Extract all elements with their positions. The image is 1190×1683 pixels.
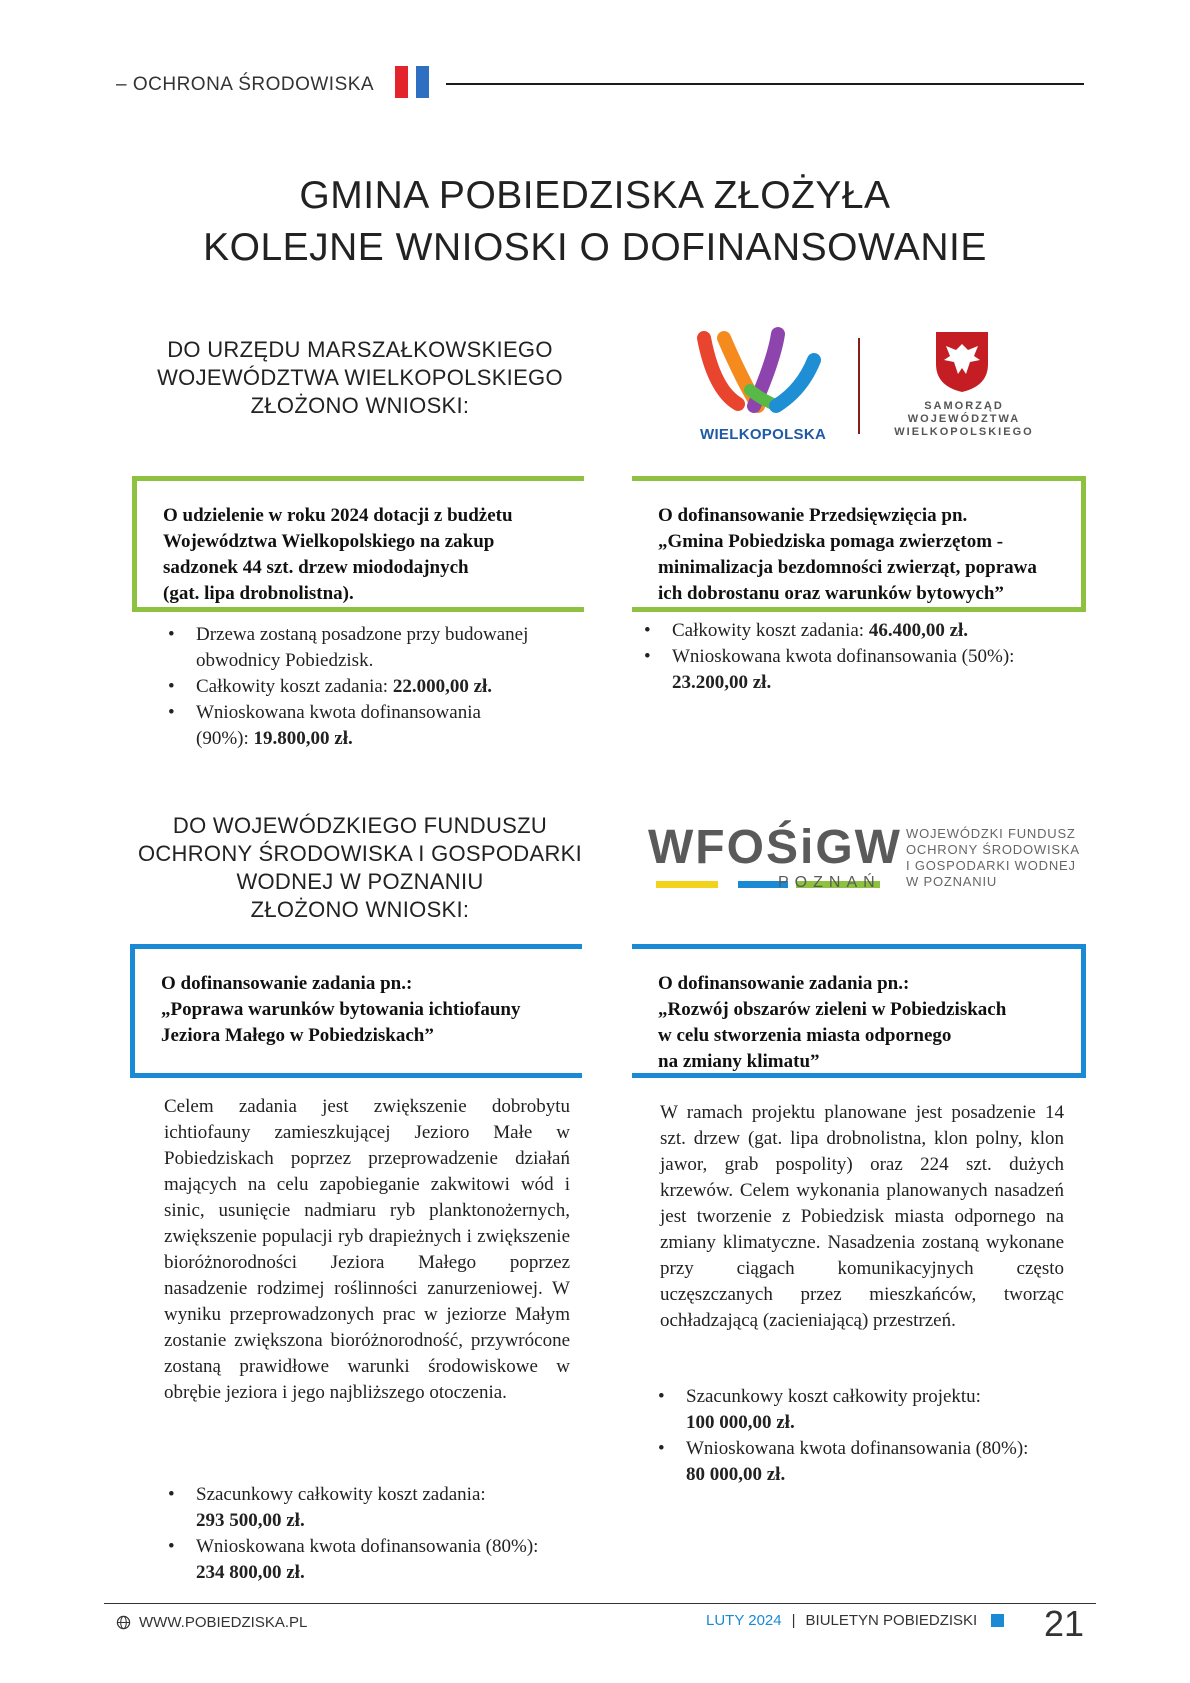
- wfosigw-logo: WFOŚiGW: [648, 821, 902, 874]
- wfosigw-description: [906, 826, 1080, 890]
- logo-divider: [858, 338, 860, 434]
- box-line: ich dobrostanu oraz warunków bytowych”: [658, 583, 1004, 604]
- list-item: [164, 622, 584, 674]
- heading-line: WOJEWÓDZTWA WIELKOPOLSKIEGO: [157, 365, 563, 390]
- heading-line: DO URZĘDU MARSZAŁKOWSKIEGO: [167, 337, 553, 362]
- heading-line: DO WOJEWÓDZKIEGO FUNDUSZU: [172, 813, 548, 838]
- list-item: [164, 1534, 574, 1586]
- total-cost-value: 100 000,00 zł.: [686, 1412, 795, 1433]
- list-item: [164, 674, 584, 700]
- box-line: O udzielenie w roku 2024 dotacji z budżetu: [163, 505, 513, 526]
- heading-line: OCHRONY ŚRODOWISKA I GOSPODARKI: [137, 841, 583, 866]
- footer-url-text[interactable]: WWW.POBIEDZISKA.PL: [139, 1614, 308, 1631]
- heading-line: WODNEJ W POZNANIU: [236, 869, 484, 894]
- list-item: [654, 1384, 1070, 1436]
- section1-heading: [130, 336, 590, 420]
- footer-publication: [706, 1612, 1004, 1629]
- bullet-label: • Wnioskowana kwota dofinansowania (80%):: [196, 1536, 539, 1557]
- desc-line: OCHRONY ŚRODOWISKA: [906, 842, 1080, 857]
- funding-value: 19.800,00 zł.: [253, 728, 353, 749]
- trees-bullets: [164, 622, 584, 752]
- footer-separator: |: [791, 1612, 796, 1629]
- eagle-crest-icon: [932, 330, 992, 394]
- list-item: [164, 700, 584, 752]
- flag-icon: [395, 66, 431, 98]
- footer-website[interactable]: [116, 1614, 307, 1631]
- animals-bullets: [640, 618, 1080, 696]
- bullet-label: (90%):: [196, 728, 254, 749]
- bullet-label: • Szacunkowy koszt całkowity projektu:: [686, 1386, 981, 1407]
- header-rule: [446, 83, 1084, 85]
- bullet-label: • Wnioskowana kwota dofinansowania (50%):: [672, 646, 1015, 667]
- total-cost-value: 22.000,00 zł.: [392, 676, 493, 697]
- box-line: sadzonek 44 szt. drzew miododajnych: [163, 557, 469, 578]
- bullet-line: • Drzewa zostaną posadzone przy budowanej: [196, 624, 529, 645]
- total-cost-value: 293 500,00 zł.: [196, 1510, 305, 1531]
- list-item: [640, 618, 1080, 644]
- funding-value: 23.200,00 zł.: [672, 672, 772, 693]
- bullet-line: obwodnicy Pobiedzisk.: [196, 650, 374, 671]
- desc-line: I GOSPODARKI WODNEJ: [906, 858, 1076, 873]
- box-line: Województwa Wielkopolskiego na zakup: [163, 531, 495, 552]
- samorzad-line: SAMORZĄD: [924, 400, 1004, 412]
- lake-bullets: [164, 1482, 574, 1586]
- samorzad-line: WIELKOPOLSKIEGO: [894, 426, 1034, 438]
- footer-square-icon: [991, 1614, 1004, 1627]
- box-line: Jeziora Małego w Pobiedziskach”: [161, 1025, 434, 1046]
- samorzad-label: [880, 400, 1048, 439]
- desc-line: WOJEWÓDZKI FUNDUSZ: [906, 826, 1076, 841]
- box-line: „Gmina Pobiedziska pomaga zwierzętom -: [658, 531, 1004, 552]
- greenery-description: W ramach projektu planowane jest posadzenie 14 szt. drzew (gat. lipa drobnolistna, klon polny, klon jawor, grab pospolity) oraz 224 szt. dużych krzewów. Celem wykonania planowanych nasadzeń jest tworzenie z Pobiedzisk miasta odpornego na zmiany klimatyczne. Nasadzenia zostaną wykonane przy ciągach komunikacyjnych często uczęszczanych przez mieszkańców, tworząc ochładzającą (zacieniającą) przestrzeń.: [660, 1102, 1064, 1331]
- footer-publication-name: BIULETYN POBIEDZISKI: [805, 1612, 978, 1629]
- application-box-trees: [132, 476, 584, 612]
- title-line: KOLEJNE WNIOSKI O DOFINANSOWANIE: [203, 226, 987, 269]
- box-line: na zmiany klimatu”: [658, 1051, 820, 1072]
- bullet-label: • Wnioskowana kwota dofinansowania (80%):: [686, 1438, 1029, 1459]
- box-line: „Rozwój obszarów zieleni w Pobiedziskach: [658, 999, 1007, 1020]
- heading-line: ZŁOŻONO WNIOSKI:: [250, 393, 470, 418]
- desc-line: W POZNANIU: [906, 874, 998, 889]
- list-item: [164, 1482, 574, 1534]
- bullet-line: • Wnioskowana kwota dofinansowania: [196, 702, 481, 723]
- footer-rule: [104, 1603, 1096, 1604]
- total-cost-value: 46.400,00 zł.: [868, 620, 969, 641]
- list-item: [640, 644, 1080, 696]
- box-line: (gat. lipa drobnolistna).: [163, 583, 354, 604]
- page-title: [0, 170, 1190, 274]
- wielkopolska-label: WIELKOPOLSKA: [700, 426, 827, 443]
- funding-value: 80 000,00 zł.: [686, 1464, 786, 1485]
- section-label: – OCHRONA ŚRODOWISKA: [116, 74, 375, 95]
- box-line: O dofinansowanie Przedsięwzięcia pn.: [658, 505, 968, 526]
- globe-icon: [116, 1615, 131, 1630]
- page-number: 21: [1044, 1603, 1085, 1644]
- box-line: „Poprawa warunków bytowania ichtiofauny: [161, 999, 521, 1020]
- title-line: GMINA POBIEDZISKA ZŁOŻYŁA: [299, 174, 891, 217]
- funding-value: 234 800,00 zł.: [196, 1562, 305, 1583]
- application-box-animals: [632, 476, 1086, 612]
- list-item: [654, 1436, 1070, 1488]
- samorzad-line: WOJEWÓDZTWA: [907, 413, 1021, 425]
- application-box-lake: [130, 944, 582, 1078]
- bullet-label: Całkowity koszt zadania:: [672, 620, 869, 641]
- box-line: w celu stworzenia miasta odpornego: [658, 1025, 952, 1046]
- footer-month: LUTY 2024: [706, 1612, 782, 1629]
- section2-heading: [130, 812, 590, 924]
- box-line: O dofinansowanie zadania pn.:: [161, 973, 413, 994]
- box-line: minimalizacja bezdomności zwierząt, poprawa: [658, 557, 1037, 578]
- bullet-label: • Szacunkowy całkowity koszt zadania:: [196, 1484, 486, 1505]
- heading-line: ZŁOŻONO WNIOSKI:: [250, 897, 470, 922]
- lake-description: Celem zadania jest zwiększenie dobrobytu ichtiofauny zamieszkującej Jezioro Małe w Pobiedziskach poprzez przeprowadzenie działań mających na celu zapobieganie zakwitowi wód i sinic, usunięcie nadmiaru ryb planktonożernych, zwiększenie populacji ryb drapieżnych i zwiększenie bioróżnorodności Jeziora Małego poprzez nasadzenie rodzimej roślinności zanurzeniowej. W wyniku przeprowadzonych prac w jeziorze Małym zostanie zwiększona bioróżnorodność, przywrócone zostaną prawidłowe warunki środowiskowe w obrębie jeziora i jego najbliższego otoczenia.: [164, 1096, 570, 1403]
- box-line: O dofinansowanie zadania pn.:: [658, 973, 910, 994]
- wfosigw-city: POZNAŃ: [778, 874, 881, 891]
- greenery-bullets: [654, 1384, 1070, 1488]
- application-box-greenery: [632, 944, 1086, 1078]
- bullet-label: Całkowity koszt zadania:: [196, 676, 393, 697]
